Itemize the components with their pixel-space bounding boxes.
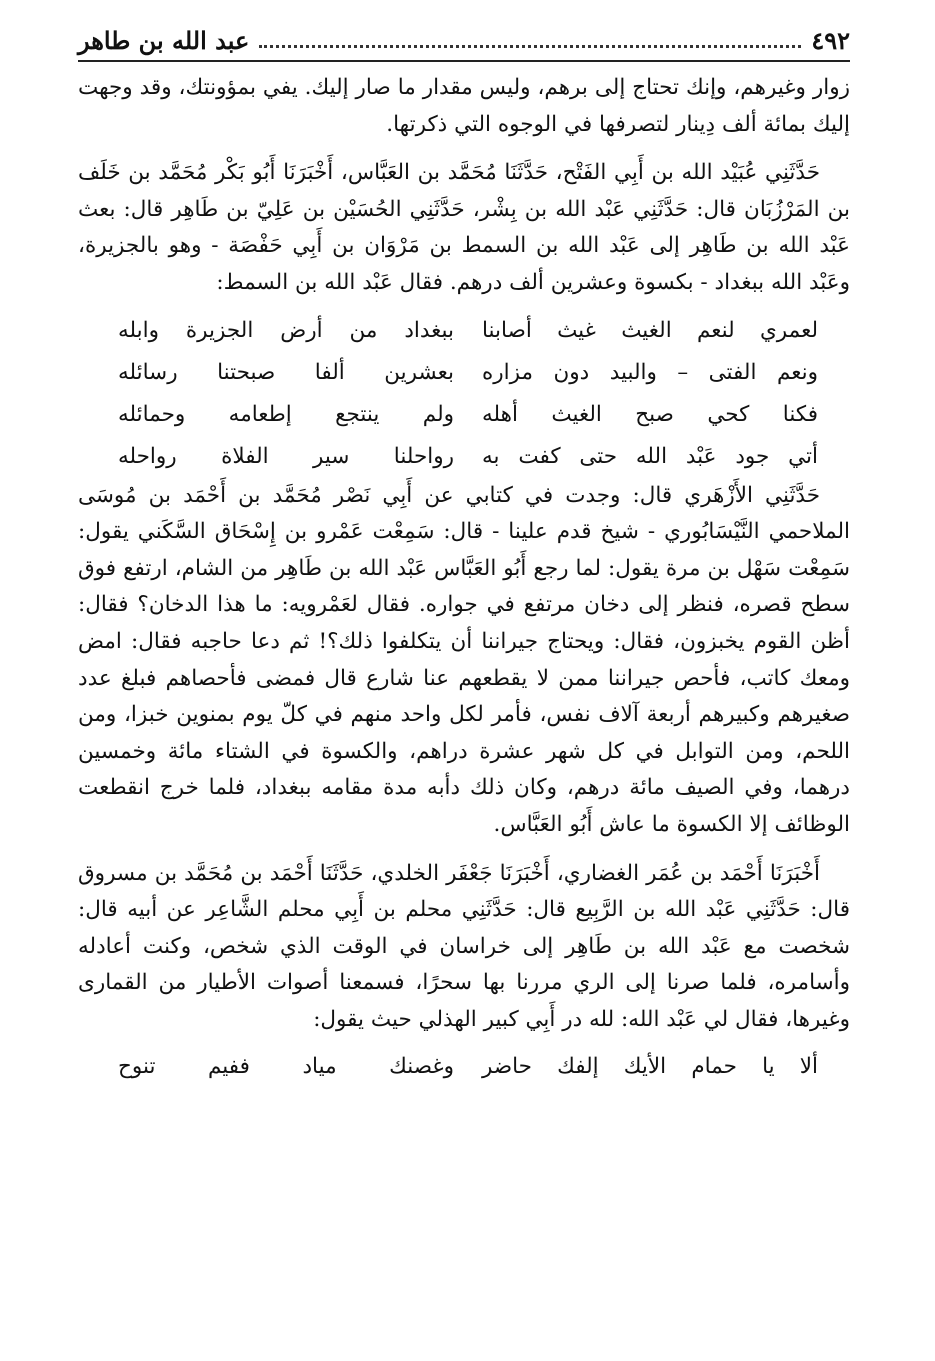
paragraph-continuation: زوار وغيرهم، وإنك تحتاج إلى برهم، وليس مقدار ما صار إليك. يفي بمؤونتك، وقد وجهت إليك بمائة ألف دِينار لتصرفها في الوجوه التي ذكرتها. bbox=[78, 75, 850, 137]
paragraph-azhari-report: حَدَّثَنِي الأَزْهَري قال: وجدت في كتابي عن أَبِي نَصْر مُحَمَّد بن أَحْمَد بن مُوسَى الملاحمي النَّيْسَابُوري - شيخ قدم علينا - قال: سَمِعْت عَمْرو بن إِسْحَاق السَّكَني يقول: سَمِعْت سَهْل بن مرة يقول: لما رجع أَبُو العَبَّاس عَبْد الله بن طَاهِر من الشام، ارتفع فوق سطح قصره، فنظر إلى دخان مرتفع في جواره. فقال لعَمْرويه: ما هذا الدخان؟ فقال: أظن القوم يخبزون، فقال: ويحتاج جيراننا أن يتكلفوا ذلك؟! ثم دعا حاجبه فقال: امض ومعك كاتب، فأحص جيراننا ممن لا يقطعهم عنا شارع قال فمضى فأحصاهم فبلغ عدد صغيرهم وكبيرهم أربعة آلاف نفس، فأمر لكل واحد منهم في كلّ يوم بمنوين خبزا، ومن اللحم، ومن التوابل في كل شهر عشرة دراهم، والكسوة في الشتاء مائة وخمسين درهما، وفي الصيف مائة درهم، وكان ذلك دأبه مدة مقامه ببغداد، فلما خرج انقطعت الوظائف إلا الكسوة ما عاش أَبُو العَبَّاس. bbox=[78, 482, 850, 837]
poem-ibn-al-samt bbox=[78, 310, 850, 478]
paragraph-ghadari-report: أَخْبَرَنَا أَحْمَد بن عُمَر الغضاري، أَخْبَرَنَا جَعْفَر الخلدي، حَدَّثَنَا أَحْمَد بن مُحَمَّد بن مسروق قال: حَدَّثَنِي عَبْد الله بن الرَّبِيع قال: حَدَّثَنِي محلم بن أَبِي محلم الشَّاعِر عن أبيه قال: شخصت مع عَبْد الله بن طَاهِر إلى خراسان في الوقت الذي شخص، وكنت أعادله وأسامره، فلما صرنا إلى الري مررنا بها سحرًا، فسمعنا أصوات الأطيار من القمارى وغيرها، فقال لي عَبْد الله: لله در أَبِي كبير الهذلي حيث يقول: bbox=[78, 860, 850, 1032]
verse-second-hemistich: رواحلنا سير الفلاة رواحله bbox=[118, 443, 454, 469]
verse-first-hemistich: ألا يا حمام الأيك إلفك حاضر bbox=[482, 1054, 818, 1080]
verse-first-hemistich: أتي جود عَبْد الله حتى كفت به bbox=[482, 443, 818, 469]
verse-second-hemistich: وغصنك مياد ففيم تنوح bbox=[118, 1054, 454, 1080]
poem-hudhali bbox=[78, 1046, 850, 1088]
verse-second-hemistich: ولم ينتجع إطعامه وحمائله bbox=[118, 401, 454, 427]
poem-verse bbox=[118, 310, 818, 352]
running-title: عبد الله بن طاهر bbox=[78, 25, 250, 55]
page-header bbox=[78, 20, 850, 62]
poem-verse bbox=[118, 352, 818, 394]
verse-second-hemistich: بعشرين ألفا صبحتنا رسائله bbox=[118, 359, 454, 385]
paragraph-ibn-al-samt-report: حَدَّثَنِي عُبَيْد الله بن أَبِي الفَتْح، حَدَّثَنَا مُحَمَّد بن العَبَّاس، أَخْبَرَنَا أَبُو بَكْر مُحَمَّد بن خَلَف بن المَرْزُبَان قال: حَدَّثَنِي عَبْد الله بن بِشْر، حَدَّثَنِي الحُسَيْن بن عَلِيّ بن طَاهِر قال: بعث عَبْد الله بن طَاهِر إلى عَبْد الله بن السمط بن مَرْوَان بن أَبِي حَفْصَة - وهو بالجزيرة، وعَبْد الله ببغداد - بكسوة وعشرين ألف درهم. فقال عَبْد الله بن السمط: bbox=[78, 160, 850, 295]
poem-verse bbox=[118, 436, 818, 478]
page-number: ٤٩٢ bbox=[811, 25, 850, 55]
verse-second-hemistich: ببغداد من أرض الجزيرة وابله bbox=[118, 317, 454, 343]
header-leader-dots bbox=[259, 33, 801, 48]
verse-first-hemistich: ونعم الفتى – والبيد دون مزاره bbox=[482, 359, 818, 385]
poem-verse bbox=[118, 1046, 818, 1088]
verse-first-hemistich: لعمري لنعم الغيث غيث أصابنا bbox=[482, 317, 818, 343]
page-body bbox=[78, 70, 850, 1088]
poem-verse bbox=[118, 394, 818, 436]
verse-first-hemistich: فكنا كحي صبح الغيث أهله bbox=[482, 401, 818, 427]
